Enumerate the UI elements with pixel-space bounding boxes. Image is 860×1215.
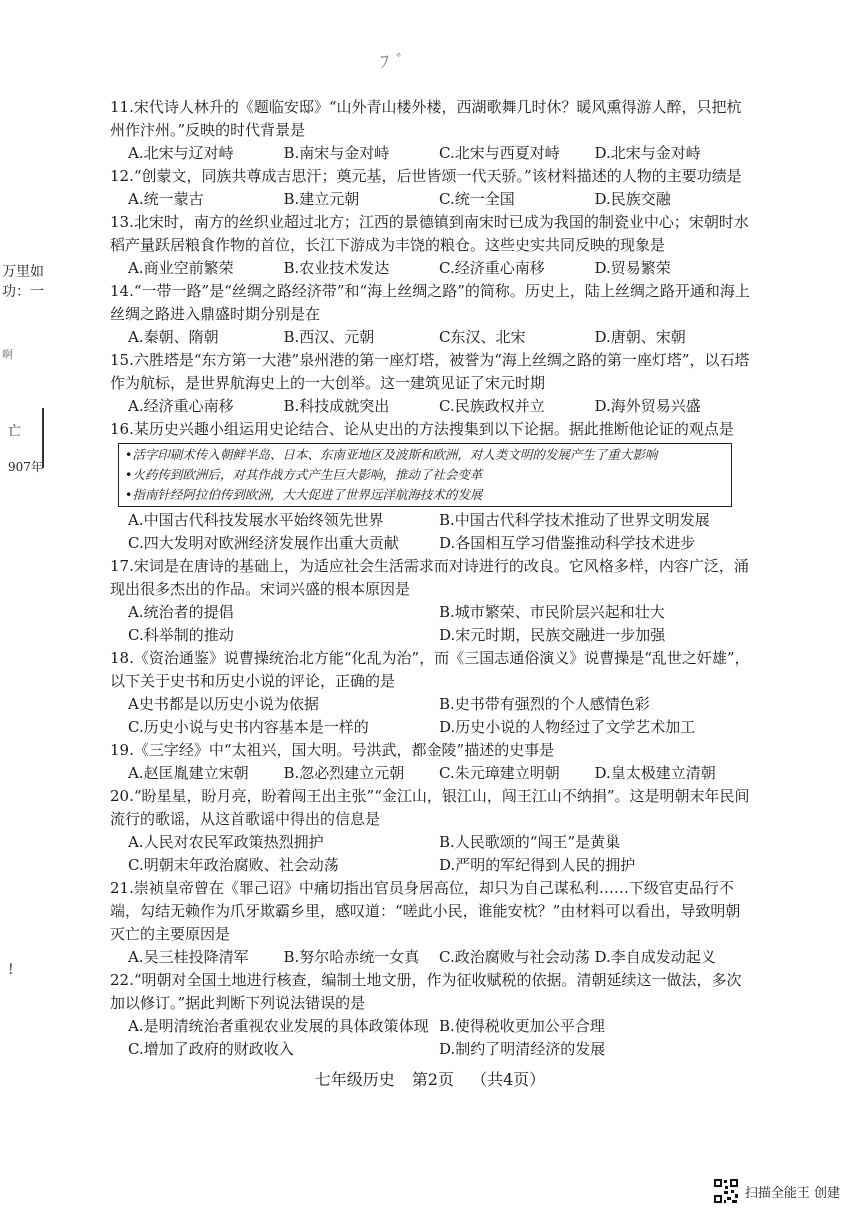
answer-option: D.贸易繁荣: [594, 259, 671, 277]
page-footer: [0, 1067, 860, 1090]
answer-option: D.严明的军纪得到人民的拥护: [439, 856, 636, 874]
question-number: 20.: [110, 787, 134, 805]
answer-option: D.历史小说的人物经过了文学艺术加工: [439, 718, 696, 736]
question-text: “明朝对全国土地进行核查，编制土地文册，作为征收赋税的依据。清朝延续这一做法，多次加以修订。”据此判断下列说法错误的是: [110, 971, 742, 1012]
option-group: [110, 326, 750, 349]
question-number: 21.: [110, 879, 134, 897]
margin-note-2: 功：一: [2, 284, 44, 300]
question-item: [110, 96, 750, 165]
answer-option: A.北宋与辽对峙: [128, 144, 234, 162]
question-stem: [110, 785, 750, 831]
question-item: [110, 418, 750, 555]
margin-note-3: 啊: [2, 348, 13, 361]
answer-option: D.海外贸易兴盛: [594, 397, 701, 415]
answer-option: B.南宋与金对峙: [283, 144, 390, 162]
question-number: 18.: [110, 649, 134, 667]
question-text: “一带一路”是“丝绸之路经济带”和“海上丝绸之路”的简称。历史上，陆上丝绸之路开通和海上丝绸之路进入鼎盛时期分别是在: [110, 282, 750, 323]
answer-option: B.农业技术发达: [283, 259, 390, 277]
question-number: 15.: [110, 351, 134, 369]
evidence-line: •活字印刷术传入朝鲜半岛、日本、东南亚地区及波斯和欧洲，对人类文明的发展产生了重大影响: [125, 447, 658, 462]
answer-option: D.宋元时期，民族交融进一步加强: [439, 626, 666, 644]
answer-option: B.史书带有强烈的个人感情色彩: [439, 695, 650, 713]
answer-option: C.明朝末年政治腐败、社会动荡: [128, 856, 339, 874]
scanner-label: 扫描全能王 创建: [744, 1185, 840, 1201]
answer-option: B.人民歌颂的“闯王”是黄巢: [439, 833, 621, 851]
option-group: [110, 946, 750, 969]
question-stem: [110, 211, 750, 257]
option-group: [110, 601, 750, 647]
question-number: 17.: [110, 557, 134, 575]
question-item: [110, 280, 750, 349]
answer-option: D.民族交融: [594, 190, 671, 208]
evidence-line: •指南针经阿拉伯传到欧洲，大大促进了世界远洋航海技术的发展: [125, 487, 483, 502]
answer-option: B.建立元朝: [283, 190, 360, 208]
evidence-line: •火药传到欧洲后，对其作战方式产生巨大影响，推动了社会变革: [125, 467, 483, 482]
question-item: [110, 739, 750, 785]
answer-option: C.历史小说与史书内容基本是一样的: [128, 718, 369, 736]
question-item: [110, 969, 750, 1061]
evidence-box: [118, 443, 732, 507]
option-group: [110, 831, 750, 877]
option-group: [110, 1015, 750, 1061]
answer-option: C.增加了政府的财政收入: [128, 1040, 294, 1058]
answer-option: C.政治腐败与社会动荡: [439, 948, 590, 966]
answer-option: A.人民对农民军政策热烈拥护: [128, 833, 324, 851]
question-stem: [110, 165, 750, 188]
footer-subject: 七年级历史: [314, 1070, 395, 1089]
question-text: 北宋时，南方的丝织业超过北方；江西的景德镇到南宋时已成为我国的制瓷业中心；宋朝时水稻产量跃居粮食作物的首位，长江下游成为丰饶的粮仓。这些史实共同反映的现象是: [110, 213, 749, 254]
answer-option: C.朱元璋建立明朝: [439, 764, 560, 782]
option-group: [110, 693, 750, 739]
question-number: 13.: [110, 213, 134, 231]
question-number: 16.: [110, 420, 134, 438]
answer-option: C东汉、北宋: [439, 328, 526, 346]
margin-handwriting-2: 907年: [8, 460, 43, 474]
answer-option: A.是明清统治者重视农业发展的具体政策体现: [128, 1017, 429, 1035]
answer-option: A.赵匡胤建立宋朝: [128, 764, 249, 782]
top-handwritten-mark: ﾌ ﾞ: [380, 52, 407, 73]
answer-option: C.四大发明对欧洲经济发展作出重大贡献: [128, 534, 399, 552]
question-number: 11.: [110, 98, 134, 116]
question-stem: [110, 647, 750, 693]
answer-option: B.努尔哈赤统一女真: [283, 948, 420, 966]
answer-option: B.西汉、元朝: [283, 328, 375, 346]
answer-option: C.民族政权并立: [439, 397, 545, 415]
question-stem: [110, 280, 750, 326]
question-text: “创蒙文，同族共尊成吉思汗；奠元基，后世皆颂一代天骄。”该材料描述的人物的主要功绩是: [133, 167, 742, 185]
answer-option: C.统一全国: [439, 190, 515, 208]
scanner-watermark: [713, 1178, 840, 1204]
answer-option: D.唐朝、宋朝: [594, 328, 686, 346]
question-text: 六胜塔是“东方第一大港”泉州港的第一座灯塔，被誉为“海上丝绸之路的第一座灯塔”，以石塔作为航标，是世界航海史上的一大创举。这一建筑见证了宋元时期: [110, 351, 750, 392]
answer-option: C.北宋与西夏对峙: [439, 144, 560, 162]
question-text: 某历史兴趣小组运用史论结合、论从史出的方法搜集到以下论据。据此推断他论证的观点是: [133, 420, 734, 438]
answer-option: D.李自成发动起义: [594, 948, 716, 966]
question-text: 《三字经》中“太祖兴，国大明。号洪武，都金陵”描述的史事是: [133, 741, 555, 759]
question-stem: [110, 877, 750, 946]
question-stem: [110, 349, 750, 395]
question-text: 宋代诗人林升的《题临安邸》“山外青山楼外楼，西湖歌舞几时休？暖风熏得游人醉，只把杭州作汴州。”反映的时代背景是: [110, 98, 742, 139]
question-item: [110, 211, 750, 280]
answer-option: A史书都是以历史小说为依据: [128, 695, 319, 713]
answer-option: B.科技成就突出: [283, 397, 390, 415]
footer-total: （共4页）: [471, 1070, 546, 1089]
question-stem: [110, 969, 750, 1015]
question-text: 宋词是在唐诗的基础上，为适应社会生活需求而对诗进行的改良。它风格多样，内容广泛，涌现出很多杰出的作品。宋词兴盛的根本原因是: [110, 557, 749, 598]
answer-option: A.吴三桂投降清军: [128, 948, 249, 966]
answer-option: A.统一蒙古: [128, 190, 204, 208]
question-stem: [110, 739, 750, 762]
margin-note-1: 万里如: [2, 264, 44, 280]
question-number: 14.: [110, 282, 134, 300]
answer-option: D.各国相互学习借鉴推动科学技术进步: [439, 534, 696, 552]
answer-option: D.皇太极建立清朝: [594, 764, 716, 782]
option-group: [110, 395, 750, 418]
option-group: [110, 142, 750, 165]
question-stem: [110, 418, 750, 441]
answer-option: D.北宋与金对峙: [594, 144, 701, 162]
option-group: [110, 257, 750, 280]
question-stem: [110, 96, 750, 142]
question-item: [110, 877, 750, 969]
answer-option: C.经济重心南移: [439, 259, 545, 277]
answer-option: A.中国古代科技发展水平始终领先世界: [128, 511, 384, 529]
option-group: [110, 188, 750, 211]
answer-option: D.制约了明清经济的发展: [439, 1040, 606, 1058]
margin-handwriting-1: 亡: [8, 424, 22, 439]
answer-option: B.忽必烈建立元朝: [283, 764, 405, 782]
question-list: [110, 96, 750, 1061]
question-item: [110, 647, 750, 739]
answer-option: C.科举制的推动: [128, 626, 234, 644]
answer-option: A.统治者的提倡: [128, 603, 234, 621]
question-item: [110, 165, 750, 211]
question-text: “盼星星，盼月亮，盼着闯王出主张”“金江山，银江山，闯王江山不纳捐”。这是明朝末年民间流行的歌谣，从这首歌谣中得出的信息是: [110, 787, 750, 828]
option-group: [110, 762, 750, 785]
question-number: 19.: [110, 741, 134, 759]
question-item: [110, 785, 750, 877]
answer-option: A.秦朝、隋朝: [128, 328, 219, 346]
question-number: 22.: [110, 971, 134, 989]
question-item: [110, 555, 750, 647]
qr-code-icon: [713, 1178, 739, 1204]
answer-option: B.使得税收更加公平合理: [439, 1017, 605, 1035]
footer-page: 第2页: [411, 1070, 454, 1089]
answer-option: B.中国古代科学技术推动了世界文明发展: [439, 511, 710, 529]
question-text: 崇祯皇帝曾在《罪己诏》中痛切指出官员身居高位，却只为自己谋私利……下级官吏品行不端，勾结无赖作为爪牙欺霸乡里，感叹道：“嗟此小民，谁能安枕？”由材料可以看出，导致明朝灭亡的主要原因是: [110, 879, 741, 943]
question-number: 12.: [110, 167, 134, 185]
margin-dot: !: [8, 962, 14, 978]
answer-option: A.经济重心南移: [128, 397, 234, 415]
answer-option: B.城市繁荣、市民阶层兴起和壮大: [439, 603, 665, 621]
answer-option: A.商业空前繁荣: [128, 259, 234, 277]
question-text: 《资治通鉴》说曹操统治北方能“化乱为治”，而《三国志通俗演义》说曹操是“乱世之奸雄”，以下关于史书和历史小说的评论，正确的是: [110, 649, 750, 690]
question-item: [110, 349, 750, 418]
question-stem: [110, 555, 750, 601]
option-group: [110, 509, 750, 555]
